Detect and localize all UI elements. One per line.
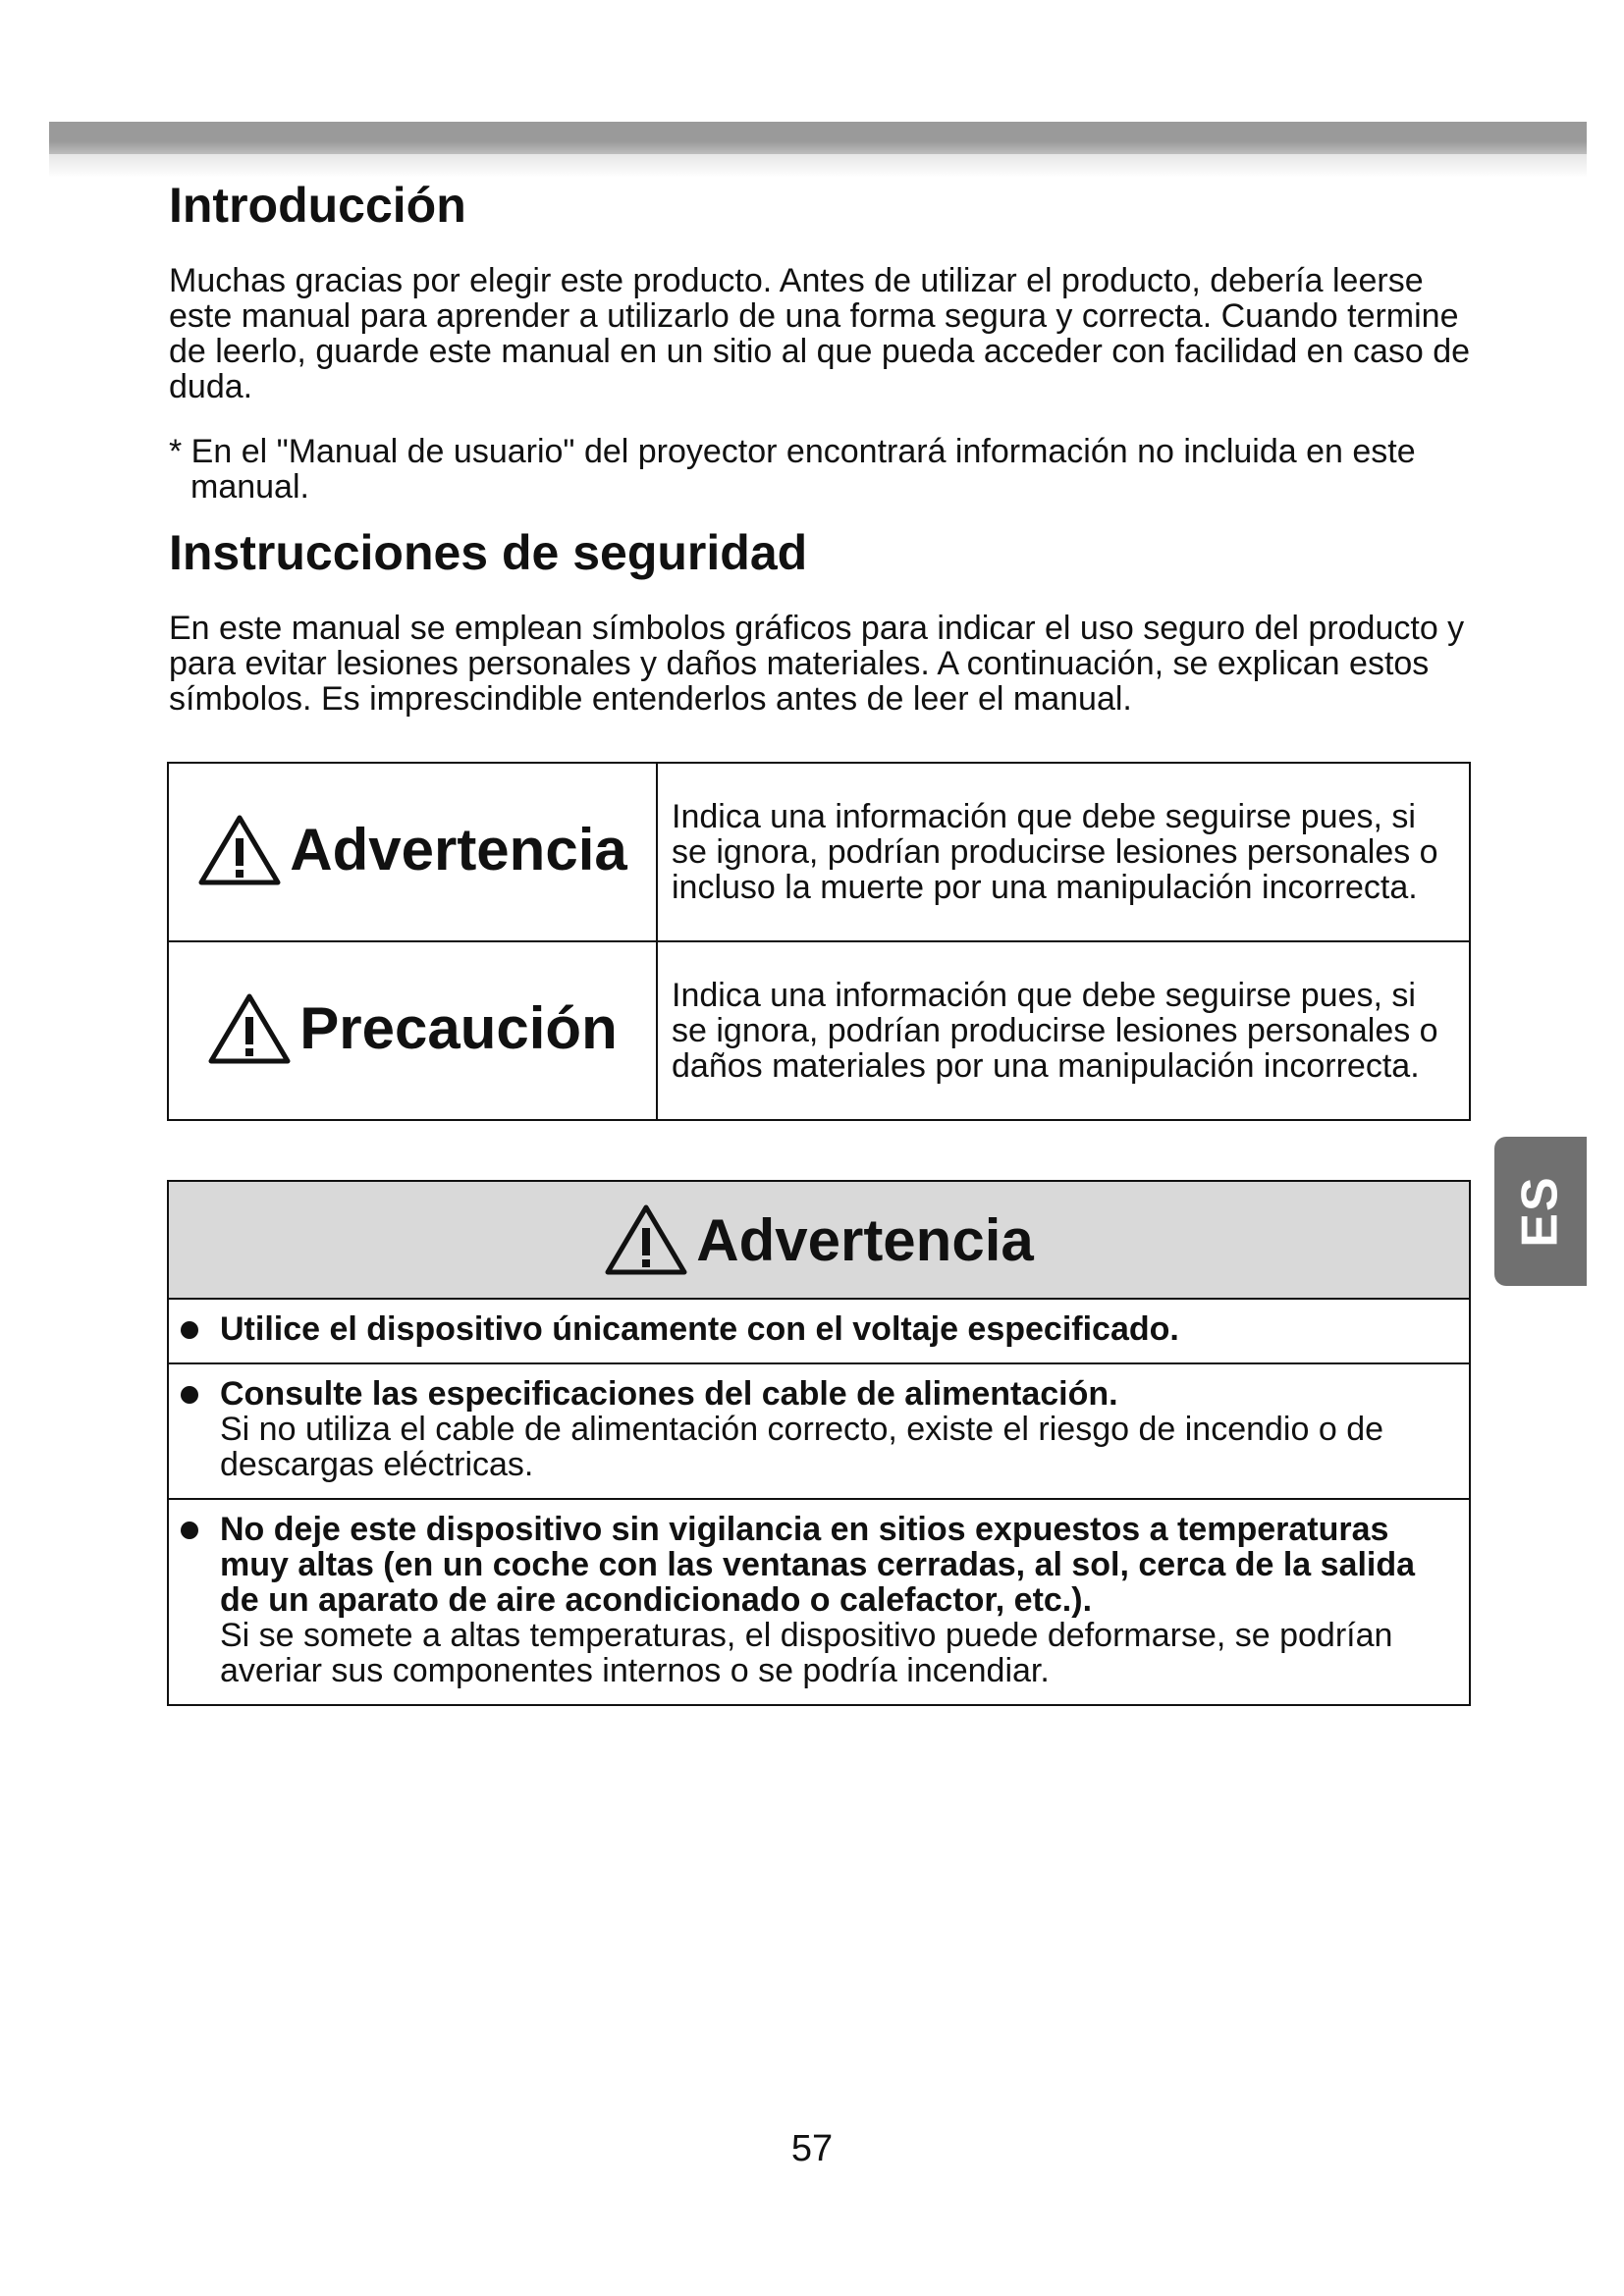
warning-item-heading: Consulte las especificaciones del cable de alimentación.	[220, 1375, 1118, 1413]
warning-box	[167, 1180, 1471, 1706]
header-bar	[49, 122, 1587, 154]
warning-triangle-icon	[207, 991, 292, 1066]
safety-title: Instrucciones de seguridad	[169, 525, 808, 580]
warning-box-header	[169, 1182, 1469, 1300]
symbol-label: Advertencia	[290, 817, 627, 882]
warning-item	[169, 1500, 1469, 1704]
warning-item	[169, 1300, 1469, 1364]
language-tab-label: ES	[1512, 1175, 1569, 1248]
warning-box-title: Advertencia	[696, 1206, 1034, 1273]
symbol-label-cell	[168, 941, 657, 1120]
language-tab	[1494, 1137, 1587, 1286]
symbol-row-caution	[168, 941, 1470, 1120]
warning-item	[169, 1364, 1469, 1500]
intro-note: * En el "Manual de usuario" del proyector encontrará información no incluida en este manual.	[169, 433, 1416, 506]
bullet-icon	[181, 1386, 198, 1404]
safety-paragraph: En este manual se emplean símbolos gráficos para indicar el uso seguro del producto y para evitar lesiones personales y daños materiales. A continuación, se explican estos símbolos. Es imprescindible entenderlos antes de leer el manual.	[169, 610, 1465, 718]
page-number: 57	[790, 2128, 834, 2169]
header-bar-shadow	[49, 154, 1587, 178]
bullet-icon	[181, 1522, 198, 1539]
symbol-label-cell	[168, 763, 657, 941]
warning-item-heading: No deje este dispositivo sin vigilancia en sitios expuestos a temperaturas muy altas (en un coche con las ventanas cerradas, al sol, cerca de la salida de un aparato de aire acondicionado o calefactor, etc.).	[220, 1511, 1416, 1619]
warning-item-text: Si se somete a altas temperaturas, el dispositivo puede deformarse, se podrían averiar sus componentes internos o se podría incendiar.	[220, 1617, 1393, 1689]
intro-paragraph: Muchas gracias por elegir este producto. Antes de utilizar el producto, debería leerse este manual para aprender a utilizarlo de una forma segura y correcta. Cuando termine de leerlo, guarde este manual en un sitio al que pueda acceder con facilidad en caso de duda.	[169, 262, 1471, 405]
symbol-label: Precaución	[299, 995, 618, 1061]
warning-triangle-icon	[604, 1202, 688, 1277]
symbol-description: Indica una información que debe seguirse pues, si se ignora, podrían producirse lesiones personales o daños materiales por una manipulación incorrecta.	[657, 941, 1470, 1120]
symbol-table	[167, 762, 1471, 1121]
symbol-row-warning	[168, 763, 1470, 941]
symbol-description: Indica una información que debe seguirse pues, si se ignora, podrían producirse lesiones personales o incluso la muerte por una manipulación incorrecta.	[657, 763, 1470, 941]
warning-item-heading: Utilice el dispositivo únicamente con el voltaje especificado.	[220, 1310, 1179, 1348]
intro-title: Introducción	[169, 178, 466, 233]
warning-triangle-icon	[197, 813, 282, 887]
warning-item-text: Si no utiliza el cable de alimentación correcto, existe el riesgo de incendio o de descargas eléctricas.	[220, 1411, 1384, 1483]
bullet-icon	[181, 1321, 198, 1339]
